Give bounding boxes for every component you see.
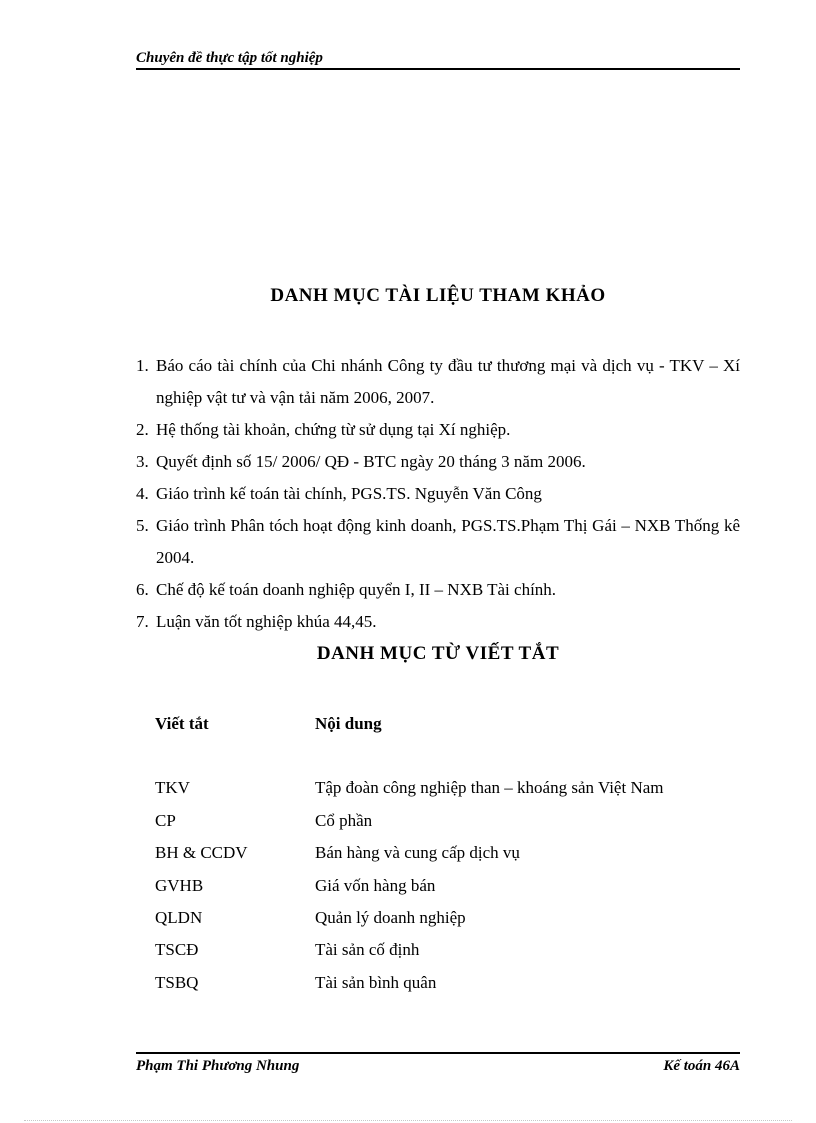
reference-item bbox=[136, 510, 740, 574]
reference-text: Giáo trình Phân tóch hoạt động kinh doanh, PGS.TS.Phạm Thị Gái – NXB Thống kê 2004. bbox=[156, 516, 740, 567]
table-header-row bbox=[155, 708, 740, 740]
content-cell: Tài sản cố định bbox=[315, 940, 420, 960]
reference-item bbox=[136, 350, 740, 414]
abbr-cell: CP bbox=[155, 810, 176, 830]
reference-text: Giáo trình kế toán tài chính, PGS.TS. Nguyễn Văn Công bbox=[156, 484, 542, 503]
table-row bbox=[155, 772, 740, 804]
reference-text: Luận văn tốt nghiệp khúa 44,45. bbox=[156, 612, 377, 631]
column-header-abbr: Viết tắt bbox=[155, 714, 209, 733]
abbr-cell: TSBQ bbox=[155, 972, 199, 992]
table-row bbox=[155, 870, 740, 902]
table-row bbox=[155, 967, 740, 999]
reference-text: Báo cáo tài chính của Chi nhánh Công ty đầu tư thương mại và dịch vụ - TKV – Xí nghiệp vật tư và vận tải năm 2006, 2007. bbox=[156, 356, 740, 407]
reference-item bbox=[136, 414, 740, 446]
reference-item bbox=[136, 478, 740, 510]
abbreviations-table bbox=[155, 708, 740, 999]
reference-number: 7. bbox=[136, 612, 149, 631]
content-cell: Cổ phần bbox=[315, 810, 373, 830]
reference-item bbox=[136, 574, 740, 606]
footer-author: Phạm Thi Phương Nhung bbox=[136, 1058, 300, 1074]
page-header bbox=[136, 49, 740, 70]
header-title: Chuyên đề thực tập tốt nghiệp bbox=[136, 50, 323, 66]
abbr-cell: GVHB bbox=[155, 875, 204, 895]
table-row bbox=[155, 934, 740, 966]
footer-class: Kế toán 46A bbox=[663, 1058, 740, 1074]
abbreviations-heading: DANH MỤC TỪ VIẾT TẮT bbox=[316, 643, 560, 664]
abbr-cell: QLDN bbox=[155, 907, 203, 927]
reference-text: Hệ thống tài khoản, chứng từ sử dụng tại Xí nghiệp. bbox=[156, 420, 511, 439]
reference-number: 3. bbox=[136, 452, 149, 471]
reference-number: 1. bbox=[136, 356, 149, 375]
abbr-cell: BH & CCDV bbox=[155, 843, 248, 863]
footer-divider bbox=[136, 1052, 740, 1054]
page-footer bbox=[136, 1057, 740, 1075]
abbr-cell: TKV bbox=[155, 778, 190, 798]
reference-number: 4. bbox=[136, 484, 149, 503]
table-row bbox=[155, 902, 740, 934]
content-cell: Tập đoàn công nghiệp than – khoáng sản Việt Nam bbox=[315, 778, 664, 798]
table-row bbox=[155, 837, 740, 869]
references-heading: DANH MỤC TÀI LIỆU THAM KHẢO bbox=[270, 285, 606, 306]
column-header-content: Nội dung bbox=[315, 714, 382, 733]
reference-number: 6. bbox=[136, 580, 149, 599]
page-bottom-edge bbox=[24, 1120, 792, 1121]
reference-text: Chế độ kế toán doanh nghiệp quyển I, II – NXB Tài chính. bbox=[156, 580, 557, 599]
reference-item bbox=[136, 606, 740, 638]
reference-text: Quyết định số 15/ 2006/ QĐ - BTC ngày 20 tháng 3 năm 2006. bbox=[156, 452, 586, 471]
reference-number: 5. bbox=[136, 516, 149, 535]
references-list bbox=[136, 350, 740, 638]
reference-item bbox=[136, 446, 740, 478]
content-cell: Tài sản bình quân bbox=[315, 972, 437, 992]
content-cell: Giá vốn hàng bán bbox=[315, 875, 436, 895]
content-cell: Bán hàng và cung cấp dịch vụ bbox=[315, 843, 520, 863]
content-cell: Quản lý doanh nghiệp bbox=[315, 907, 466, 927]
abbr-cell: TSCĐ bbox=[155, 940, 199, 960]
table-row bbox=[155, 805, 740, 837]
reference-number: 2. bbox=[136, 420, 149, 439]
